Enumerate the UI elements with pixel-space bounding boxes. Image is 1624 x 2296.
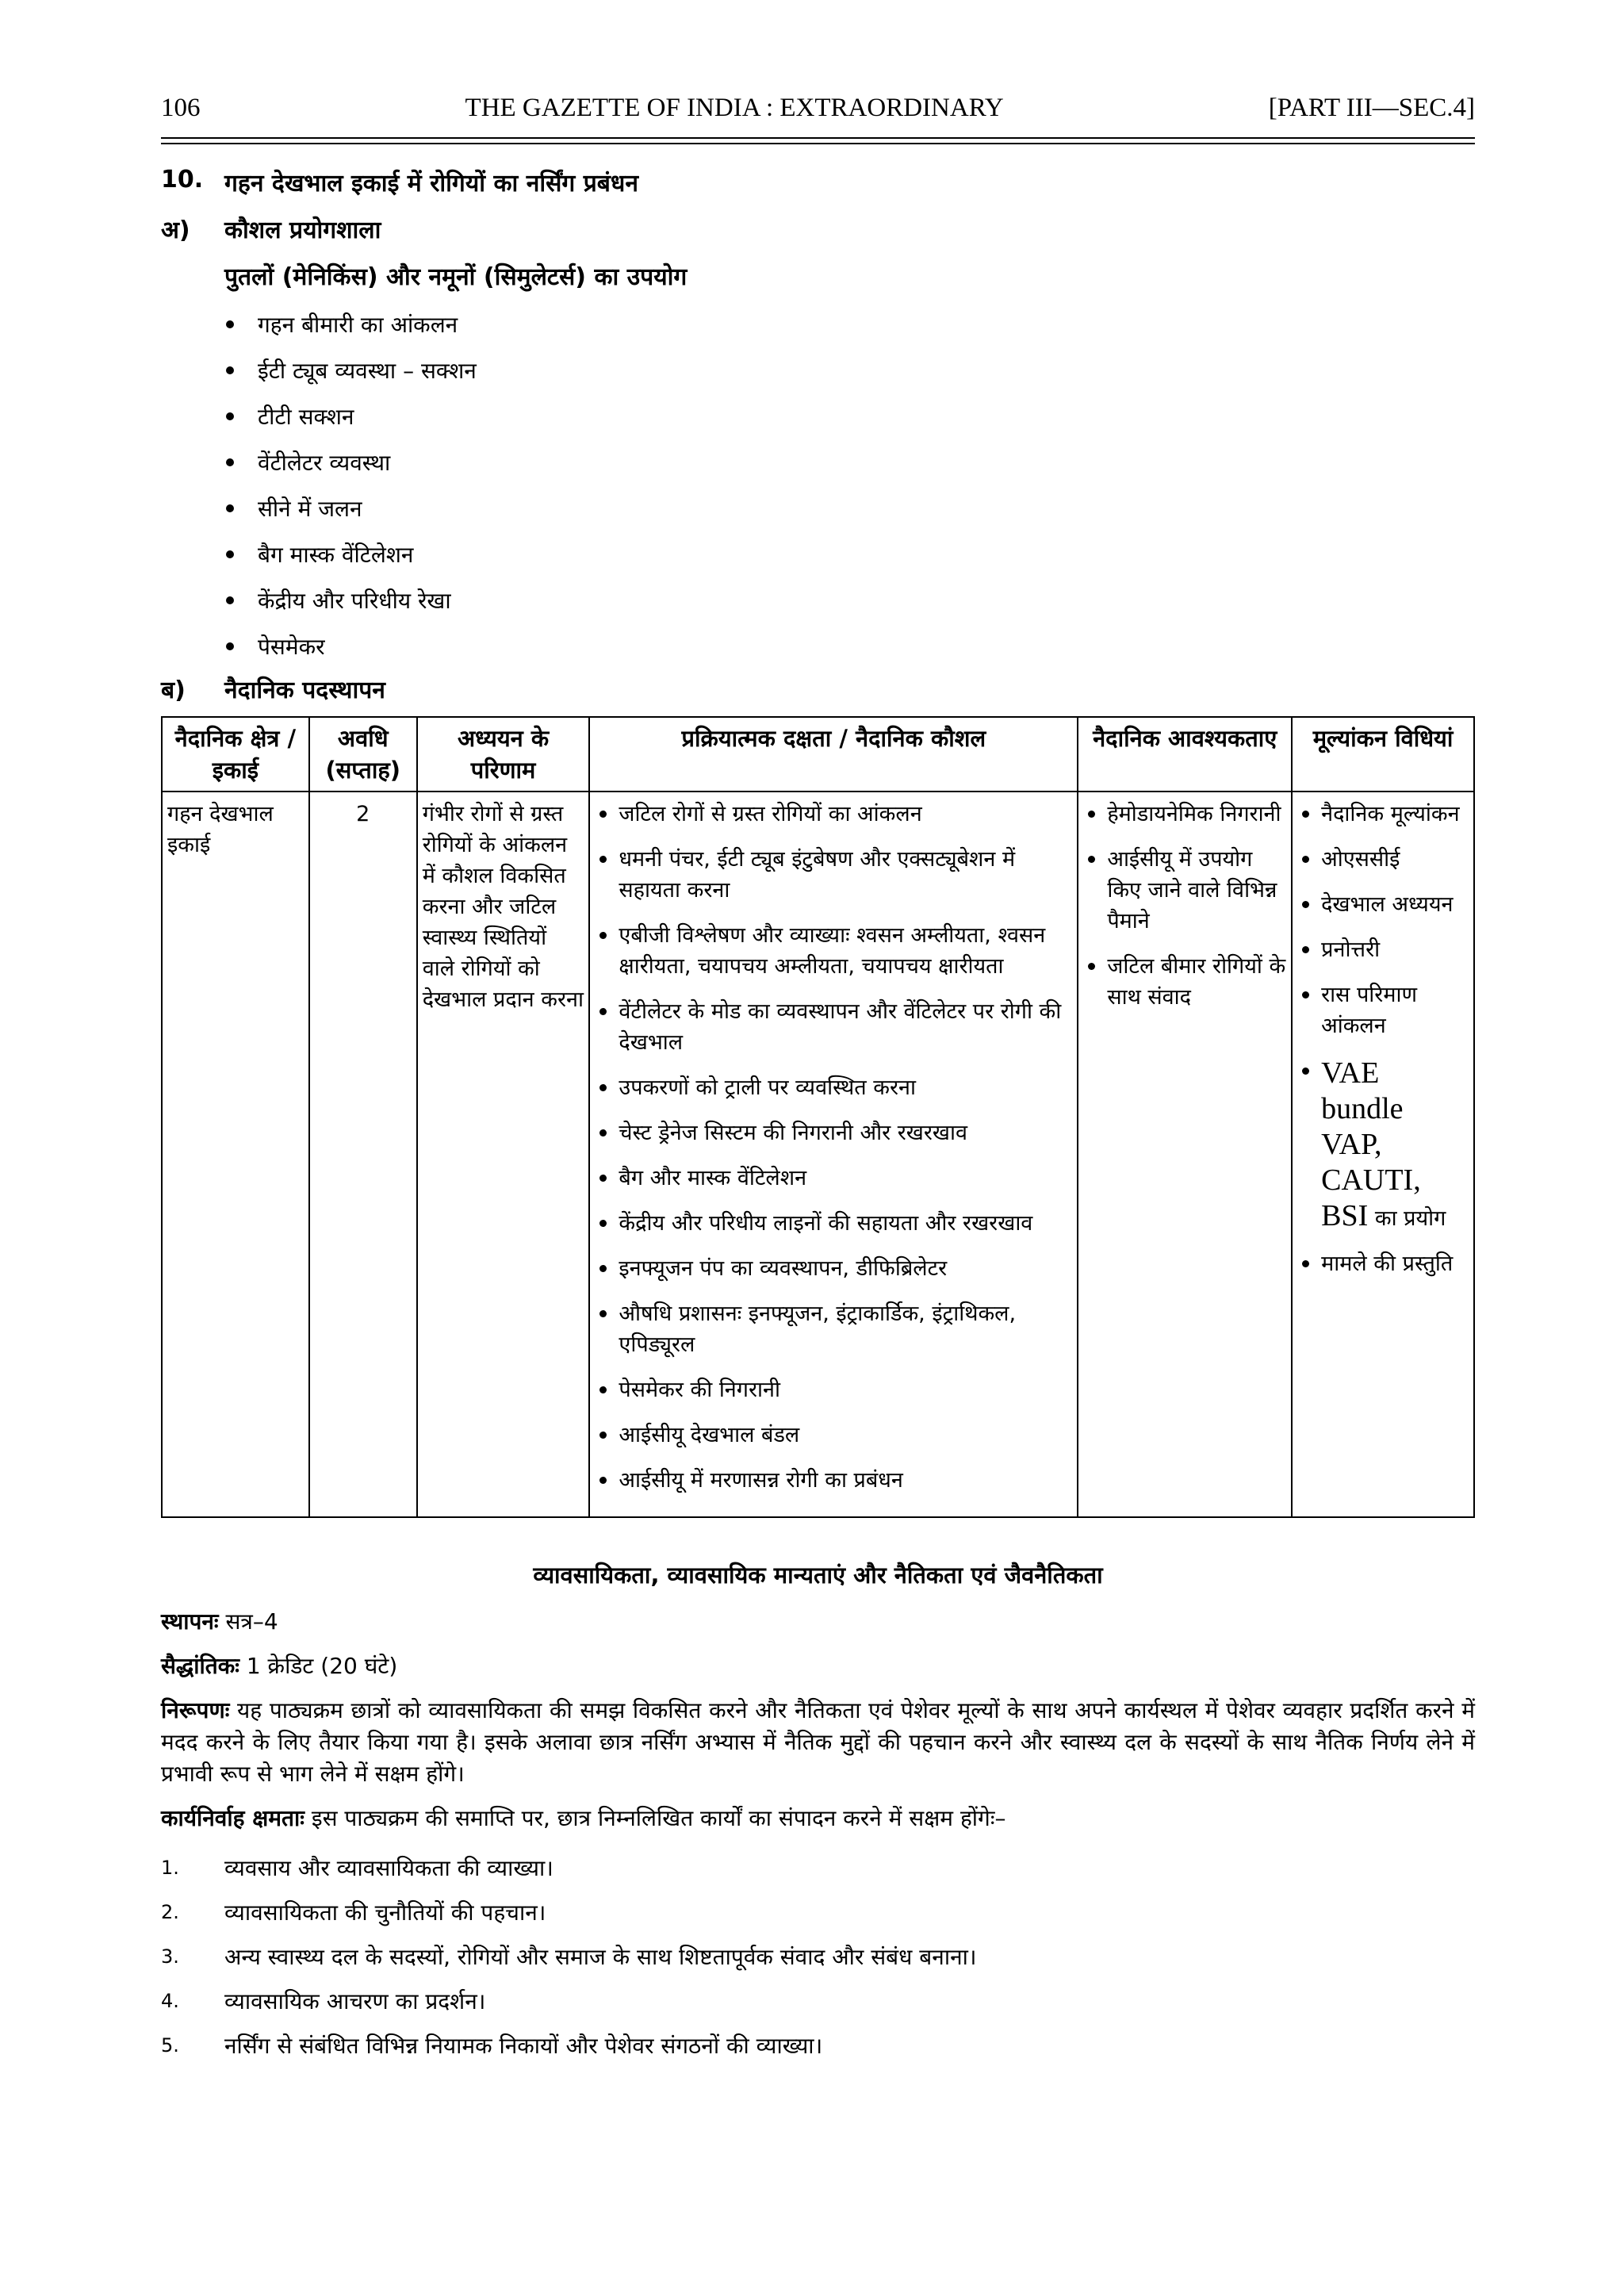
- vae-usage-text: का प्रयोग: [1374, 1206, 1446, 1231]
- list-item: धमनी पंचर, ईटी ट्यूब इंटुबेषण और एक्सट्यूबेशन में सहायता करना: [595, 844, 1072, 906]
- table-row: [162, 792, 1474, 1517]
- bullet-icon: [226, 550, 234, 558]
- list-item: प्रनोत्तरी: [1297, 934, 1469, 965]
- assessment-list: [1297, 799, 1469, 1279]
- list-item: टीटी सक्शन: [226, 393, 1475, 439]
- section-10-heading: [161, 166, 1475, 198]
- list-item: केंद्रीय और परिधीय रेखा: [226, 577, 1475, 623]
- list-item: आईसीयू देखभाल बंडल: [595, 1420, 1072, 1451]
- list-item: बैग मास्क वेंटिलेशन: [226, 531, 1475, 577]
- list-item: उपकरणों को ट्राली पर व्यवस्थित करना: [595, 1072, 1072, 1103]
- list-item: बैग और मास्क वेंटिलेशन: [595, 1163, 1072, 1194]
- section-a-title: कौशल प्रयोगशाला: [224, 217, 381, 244]
- list-item: ओएससीई: [1297, 844, 1469, 875]
- list-item: केंद्रीय और परिधीय लाइनों की सहायता और रखरखाव: [595, 1208, 1072, 1239]
- placement-line: [161, 1606, 1475, 1638]
- list-item: 4. व्यावसायिक आचरण का प्रदर्शन।: [161, 1988, 486, 2014]
- list-item: मामले की प्रस्तुति: [1297, 1248, 1469, 1279]
- section-a-heading: [161, 213, 1475, 245]
- list-item: 5. नर्सिंग से संबंधित विभिन्न नियामक निकायों और पेशेवर संगठनों की व्याख्या।: [161, 2033, 823, 2059]
- outcomes-cell: गंभीर रोगों से ग्रस्त रोगियों के आंकलन में कौशल विकसित करना और जटिल स्वास्थ्य स्थितियों वाले रोगियों को देखभाल प्रदान करना: [417, 792, 590, 1517]
- competency-list: [161, 1846, 1475, 2068]
- section-a-subtitle: पुतलों (मेनिकिंस) और नमूनों (सिमुलेटर्स) का उपयोग: [224, 263, 688, 291]
- list-item: नैदानिक मूल्यांकन: [1297, 799, 1469, 830]
- description-label: निरूपणः: [161, 1697, 230, 1723]
- placement-value: सत्र–4: [225, 1608, 278, 1635]
- list-item: इनफ्यूजन पंप का व्यवस्थापन, डीफिब्रिलेटर: [595, 1253, 1072, 1284]
- column-header: मूल्यांकन विधियां: [1292, 717, 1474, 792]
- column-header: नैदानिक क्षेत्र / इकाई: [162, 717, 309, 792]
- section-a-marker: अ): [161, 217, 190, 244]
- section-b-heading: [161, 673, 1475, 705]
- list-item: जटिल बीमार रोगियों के साथ संवाद: [1083, 951, 1286, 1013]
- placement-label: स्थापनः: [161, 1608, 219, 1635]
- ethics-title: व्यावसायिकता, व्यावसायिक मान्यताएं और नैतिकता एवं जैवनैतिकता: [533, 1562, 1103, 1589]
- column-header: अध्ययन के परिणाम: [417, 717, 590, 792]
- list-item: गहन बीमारी का आंकलन: [226, 301, 1475, 347]
- requirements-cell: [1078, 792, 1292, 1517]
- page-header: [161, 94, 1475, 123]
- header-rule-double: [161, 143, 1475, 144]
- list-item: 3. अन्य स्वास्थ्य दल के सदस्यों, रोगियों और समाज के साथ शिष्टतापूर्वक संवाद और संबंध बनाना।: [161, 1944, 977, 1970]
- assessment-cell: [1292, 792, 1474, 1517]
- page-number: 106: [161, 94, 201, 122]
- header-rule: [161, 137, 1475, 139]
- description-text: यह पाठ्यक्रम छात्रों को व्यावसायिकता की समझ विकसित करने और नैतिकता एवं पेशेवर मूल्यों के साथ अपने कार्यस्थल में पेशेवर व्यवहार प्रदर्शित करने में मदद करने के लिए तैयार किया गया है। इसके अलावा छात्र नर्सिंग अभ्यास में नैतिक मुद्दों की पहचान करने और स्वास्थ्य दल के सदस्यों के साथ नैतिक निर्णय लेने में प्रभावी रूप से भाग लेने में सक्षम होंगे।: [161, 1697, 1475, 1787]
- list-item: [1297, 1056, 1469, 1234]
- section-number: 10.: [161, 166, 204, 194]
- section-b-title: नैदानिक पदस्थापन: [224, 677, 385, 704]
- bullet-icon: [226, 320, 234, 328]
- competency-paragraph: [161, 1803, 1475, 1834]
- column-header: अवधि (सप्ताह): [309, 717, 417, 792]
- list-item: एबीजी विश्लेषण और व्याख्याः श्वसन अम्लीयता, श्वसन क्षारीयता, चयापचय अम्लीयता, चयापचय क्षारीयता: [595, 920, 1072, 982]
- bullet-icon: [226, 596, 234, 604]
- part-section: [PART III—SEC.4]: [1268, 94, 1475, 122]
- list-item: औषधि प्रशासनः इनफ्यूजन, इंट्राकार्डिक, इंट्राथिकल, एपिड्यूरल: [595, 1298, 1072, 1360]
- section-title: गहन देखभाल इकाई में रोगियों का नर्सिंग प्रबंधन: [224, 170, 639, 197]
- list-item: 1. व्यवसाय और व्यावसायिकता की व्याख्या।: [161, 1855, 553, 1881]
- list-item: आईसीयू में उपयोग किए जाने वाले विभिन्न पैमाने: [1083, 844, 1286, 937]
- bullet-icon: [226, 642, 234, 650]
- gazette-title: THE GAZETTE OF INDIA : EXTRAORDINARY: [465, 94, 1004, 122]
- list-item: पेसमेकर की निगरानी: [595, 1374, 1072, 1405]
- section-b-marker: ब): [161, 677, 186, 704]
- list-item: देखभाल अध्ययन: [1297, 889, 1469, 920]
- clinical-posting-table: [161, 716, 1475, 1518]
- list-item: वेंटीलेटर के मोड का व्यवस्थापन और वेंटिलेटर पर रोगी की देखभाल: [595, 996, 1072, 1058]
- bullet-icon: [226, 366, 234, 374]
- list-item: रास परिमाण आंकलन: [1297, 979, 1469, 1041]
- skills-list: [595, 799, 1072, 1496]
- skill-lab-list: [161, 301, 1475, 669]
- vae-bundle-text: VAE bundle VAP, CAUTI, BSI: [1321, 1056, 1421, 1232]
- competency-label: कार्यनिर्वाह क्षमताः: [161, 1805, 304, 1831]
- bullet-icon: [226, 412, 234, 420]
- list-item: जटिल रोगों से ग्रस्त रोगियों का आंकलन: [595, 799, 1072, 830]
- clinical-area-cell: गहन देखभाल इकाई: [162, 792, 309, 1517]
- column-header: प्रक्रियात्मक दक्षता / नैदानिक कौशल: [589, 717, 1078, 792]
- list-item: पेसमेकर: [226, 623, 1475, 669]
- duration-cell: 2: [309, 792, 417, 1517]
- list-item: ईटी ट्यूब व्यवस्था – सक्शन: [226, 347, 1475, 393]
- skills-cell: [589, 792, 1078, 1517]
- list-item: 2. व्यावसायिकता की चुनौतियों की पहचान।: [161, 1899, 546, 1926]
- list-item: आईसीयू में मरणासन्न रोगी का प्रबंधन: [595, 1465, 1072, 1496]
- bullet-icon: [226, 504, 234, 512]
- table-header-row: [162, 717, 1474, 792]
- list-item: वेंटीलेटर व्यवस्था: [226, 439, 1475, 485]
- list-item: हेमोडायनेमिक निगरानी: [1083, 799, 1286, 830]
- theory-label: सैद्धांतिकः: [161, 1653, 239, 1679]
- description-paragraph: [161, 1695, 1475, 1790]
- column-header: नैदानिक आवश्यकताए: [1078, 717, 1292, 792]
- list-item: सीने में जलन: [226, 485, 1475, 531]
- theory-value: 1 क्रेडिट (20 घंटे): [246, 1653, 398, 1679]
- requirements-list: [1083, 799, 1286, 1013]
- competency-text: इस पाठ्यक्रम की समाप्ति पर, छात्र निम्नलिखित कार्यों का संपादन करने में सक्षम होंगेः–: [311, 1805, 1006, 1831]
- bullet-icon: [226, 458, 234, 466]
- theory-line: [161, 1650, 1475, 1682]
- list-item: चेस्ट ड्रेनेज सिस्टम की निगरानी और रखरखाव: [595, 1117, 1072, 1148]
